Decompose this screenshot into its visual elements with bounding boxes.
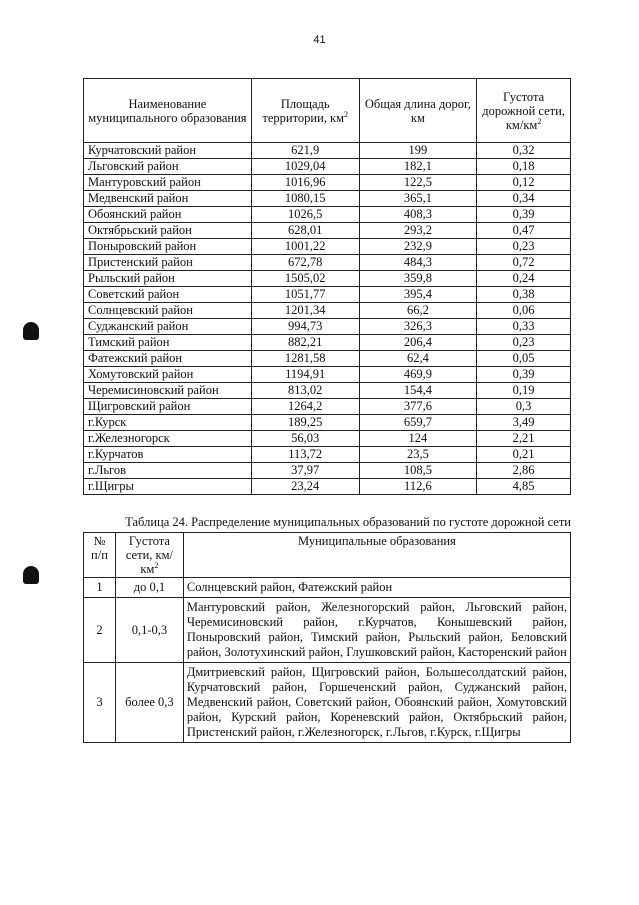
municipality-cell: г.Щигры bbox=[84, 479, 252, 495]
density-cell: 0,24 bbox=[477, 271, 571, 287]
table-row bbox=[84, 399, 571, 415]
municipality-cell: Октябрьский район bbox=[84, 223, 252, 239]
table-row bbox=[84, 598, 571, 663]
road-length-cell: 182,1 bbox=[359, 159, 477, 175]
municipality-cell: Мантуровский район bbox=[84, 175, 252, 191]
density-group-cell: 0,1-0,3 bbox=[115, 598, 183, 663]
table-row bbox=[84, 303, 571, 319]
table-row bbox=[84, 159, 571, 175]
area-cell: 628,01 bbox=[251, 223, 359, 239]
density-cell: 0,23 bbox=[477, 335, 571, 351]
density-group-cell: до 0,1 bbox=[115, 578, 183, 598]
table-row bbox=[84, 143, 571, 159]
municipality-cell: Льговский район bbox=[84, 159, 252, 175]
road-length-cell: 23,5 bbox=[359, 447, 477, 463]
road-length-cell: 659,7 bbox=[359, 415, 477, 431]
area-cell: 1026,5 bbox=[251, 207, 359, 223]
header-density-group: Густота сети, $км/км^2$ bbox=[115, 533, 183, 578]
area-cell: 1029,04 bbox=[251, 159, 359, 175]
area-cell: 37,97 bbox=[251, 463, 359, 479]
density-cell: 0,39 bbox=[477, 367, 571, 383]
road-length-cell: 122,5 bbox=[359, 175, 477, 191]
density-cell: 0,47 bbox=[477, 223, 571, 239]
table-row bbox=[84, 447, 571, 463]
table-row bbox=[84, 319, 571, 335]
area-cell: 1051,77 bbox=[251, 287, 359, 303]
table-row bbox=[84, 431, 571, 447]
density-cell: 2,21 bbox=[477, 431, 571, 447]
municipality-cell: Тимский район bbox=[84, 335, 252, 351]
municipality-cell: Пристенский район bbox=[84, 255, 252, 271]
row-number-cell: 1 bbox=[84, 578, 116, 598]
municipality-cell: Рыльский район bbox=[84, 271, 252, 287]
table-row bbox=[84, 255, 571, 271]
table-row bbox=[84, 207, 571, 223]
municipality-cell: Фатежский район bbox=[84, 351, 252, 367]
road-length-cell: 395,4 bbox=[359, 287, 477, 303]
area-cell: 1264,2 bbox=[251, 399, 359, 415]
road-length-cell: 408,3 bbox=[359, 207, 477, 223]
table-row bbox=[84, 335, 571, 351]
road-length-cell: 66,2 bbox=[359, 303, 477, 319]
table-row bbox=[84, 463, 571, 479]
binder-hole-mark-bottom bbox=[23, 566, 39, 584]
road-length-cell: 206,4 bbox=[359, 335, 477, 351]
municipality-cell: г.Курск bbox=[84, 415, 252, 431]
header-area: Площадь территории, $км^2$ bbox=[251, 79, 359, 143]
municipality-cell: Солнцевский район bbox=[84, 303, 252, 319]
municipality-cell: Хомутовский район bbox=[84, 367, 252, 383]
municipality-cell: г.Железногорск bbox=[84, 431, 252, 447]
area-cell: 189,25 bbox=[251, 415, 359, 431]
road-length-cell: 199 bbox=[359, 143, 477, 159]
municipality-cell: Черемисиновский район bbox=[84, 383, 252, 399]
table-header-row bbox=[84, 533, 571, 578]
table-row bbox=[84, 223, 571, 239]
municipality-cell: Медвенский район bbox=[84, 191, 252, 207]
area-cell: 56,03 bbox=[251, 431, 359, 447]
table-row bbox=[84, 271, 571, 287]
municipality-cell: г.Курчатов bbox=[84, 447, 252, 463]
table-row bbox=[84, 367, 571, 383]
density-cell: 0,38 bbox=[477, 287, 571, 303]
table-24-caption: Таблица 24. Распределение муниципальных образований по густоте дорожной сети bbox=[125, 515, 571, 529]
density-cell: 4,85 bbox=[477, 479, 571, 495]
road-length-cell: 365,1 bbox=[359, 191, 477, 207]
municipality-cell: Суджанский район bbox=[84, 319, 252, 335]
municipality-cell: Обоянский район bbox=[84, 207, 252, 223]
area-cell: 1281,58 bbox=[251, 351, 359, 367]
area-cell: 23,24 bbox=[251, 479, 359, 495]
table-row bbox=[84, 287, 571, 303]
road-length-cell: 108,5 bbox=[359, 463, 477, 479]
table-row bbox=[84, 479, 571, 495]
municipality-cell: г.Льгов bbox=[84, 463, 252, 479]
density-cell: 0,32 bbox=[477, 143, 571, 159]
area-cell: 1194,91 bbox=[251, 367, 359, 383]
road-length-cell: 484,3 bbox=[359, 255, 477, 271]
municipalities-cell: Мантуровский район, Железногорский район, Льговский район, Черемисиновский район, г.Курчатов, Конышевский район, Поныровский район, Тимский район, Рыльский район, Беловский район, Золотухинский район, Глушковский район, Касторенский район bbox=[183, 598, 570, 663]
area-cell: 1201,34 bbox=[251, 303, 359, 319]
area-cell: 1016,96 bbox=[251, 175, 359, 191]
density-cell: 0,05 bbox=[477, 351, 571, 367]
table-row bbox=[84, 578, 571, 598]
area-cell: 994,73 bbox=[251, 319, 359, 335]
header-number: № п/п bbox=[84, 533, 116, 578]
road-length-cell: 62,4 bbox=[359, 351, 477, 367]
road-network-table bbox=[83, 78, 571, 495]
density-cell: 0,23 bbox=[477, 239, 571, 255]
road-length-cell: 232,9 bbox=[359, 239, 477, 255]
municipalities-cell: Дмитриевский район, Щигровский район, Большесолдатский район, Курчатовский район, Горшеченский район, Суджанский район, Медвенский район, Советский район, Обоянский район, Хомутовский район, Курский район, Кореневский район, Октябрьский район, Пристенский район, г.Железногорск, г.Льгов, г.Курск, г.Щигры bbox=[183, 663, 570, 743]
density-cell: 3,49 bbox=[477, 415, 571, 431]
table-row bbox=[84, 191, 571, 207]
table-row bbox=[84, 239, 571, 255]
table-row bbox=[84, 663, 571, 743]
road-length-cell: 112,6 bbox=[359, 479, 477, 495]
density-cell: 2,86 bbox=[477, 463, 571, 479]
road-length-cell: 469,9 bbox=[359, 367, 477, 383]
road-length-cell: 359,8 bbox=[359, 271, 477, 287]
density-cell: 0,34 bbox=[477, 191, 571, 207]
road-length-cell: 154,4 bbox=[359, 383, 477, 399]
header-municipality: Наименование муниципального образования bbox=[84, 79, 252, 143]
area-cell: 621,9 bbox=[251, 143, 359, 159]
area-cell: 672,78 bbox=[251, 255, 359, 271]
area-cell: 1001,22 bbox=[251, 239, 359, 255]
density-cell: 0,19 bbox=[477, 383, 571, 399]
header-municipalities: Муниципальные образования bbox=[183, 533, 570, 578]
row-number-cell: 2 bbox=[84, 598, 116, 663]
table-row bbox=[84, 175, 571, 191]
density-cell: 0,12 bbox=[477, 175, 571, 191]
binder-hole-mark-top bbox=[23, 322, 39, 340]
road-length-cell: 124 bbox=[359, 431, 477, 447]
municipality-cell: Щигровский район bbox=[84, 399, 252, 415]
road-length-cell: 326,3 bbox=[359, 319, 477, 335]
density-cell: 0,72 bbox=[477, 255, 571, 271]
density-cell: 0,06 bbox=[477, 303, 571, 319]
density-cell: 0,18 bbox=[477, 159, 571, 175]
density-cell: 0,33 bbox=[477, 319, 571, 335]
density-cell: 0,21 bbox=[477, 447, 571, 463]
density-cell: 0,3 bbox=[477, 399, 571, 415]
road-length-cell: 293,2 bbox=[359, 223, 477, 239]
page-number: 41 bbox=[313, 34, 326, 46]
density-distribution-table bbox=[83, 532, 571, 743]
table-header-row bbox=[84, 79, 571, 143]
header-road-length: Общая длина дорог, км bbox=[359, 79, 477, 143]
header-density: Густота дорожной сети, $км/км^2$ bbox=[477, 79, 571, 143]
table-row bbox=[84, 383, 571, 399]
municipality-cell: Советский район bbox=[84, 287, 252, 303]
municipality-cell: Курчатовский район bbox=[84, 143, 252, 159]
density-cell: 0,39 bbox=[477, 207, 571, 223]
density-group-cell: более 0,3 bbox=[115, 663, 183, 743]
area-cell: 1505,02 bbox=[251, 271, 359, 287]
area-cell: 882,21 bbox=[251, 335, 359, 351]
area-cell: 113,72 bbox=[251, 447, 359, 463]
table-row bbox=[84, 415, 571, 431]
municipalities-cell: Солнцевский район, Фатежский район bbox=[183, 578, 570, 598]
area-cell: 813,02 bbox=[251, 383, 359, 399]
row-number-cell: 3 bbox=[84, 663, 116, 743]
table-row bbox=[84, 351, 571, 367]
area-cell: 1080,15 bbox=[251, 191, 359, 207]
municipality-cell: Поныровский район bbox=[84, 239, 252, 255]
road-length-cell: 377,6 bbox=[359, 399, 477, 415]
